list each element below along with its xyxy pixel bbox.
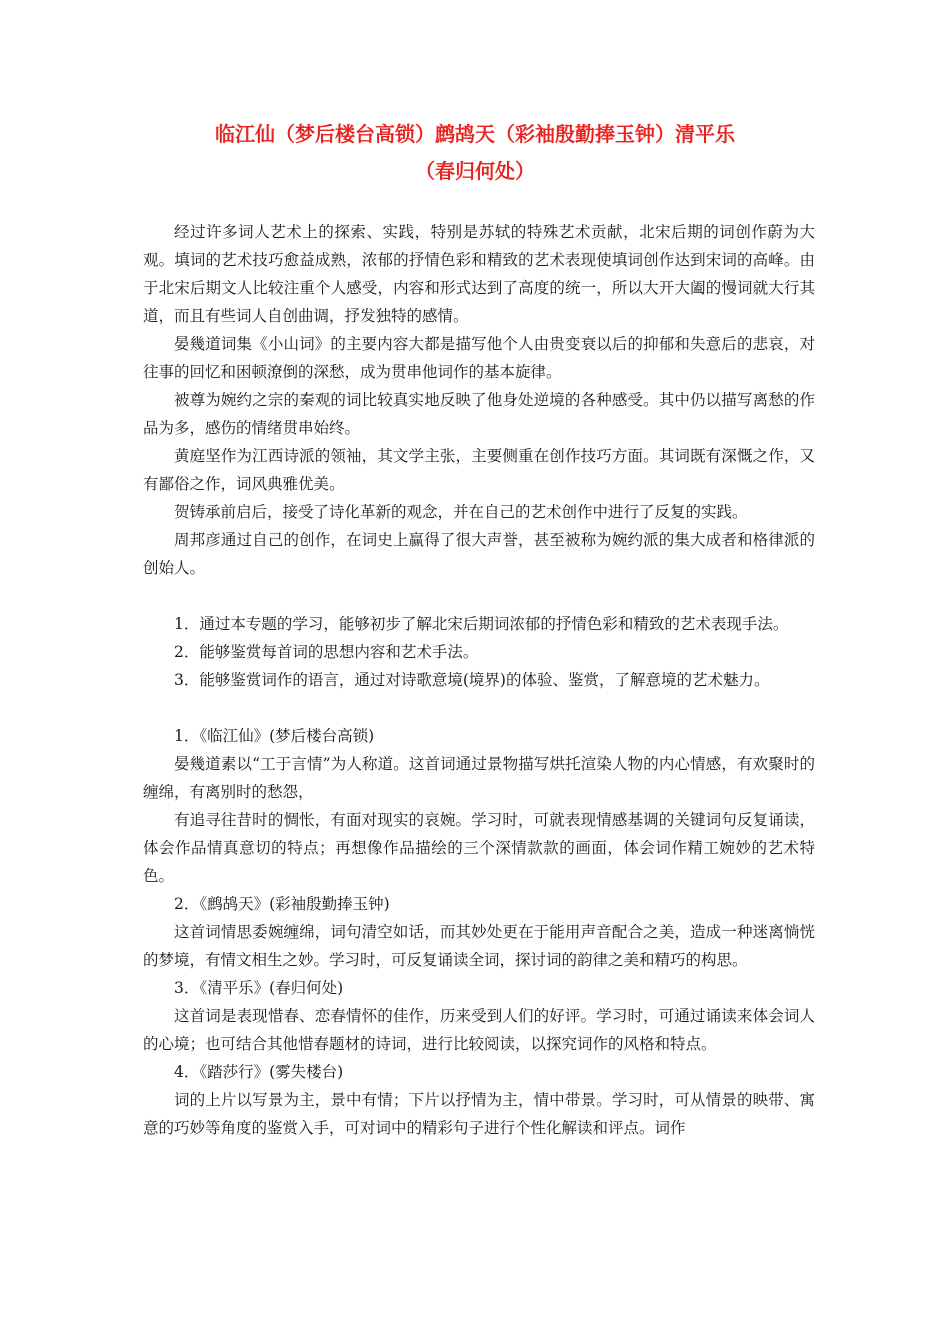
guide-text-1b: 有追寻往昔时的惆怅，有面对现实的哀婉。学习时，可就表现情感基调的关键词句反复诵读，体会作品情真意切的特点；再想像作品描绘的三个深情款款的画面，体会词作精工婉妙的艺术特色。 <box>143 811 815 885</box>
intro-paragraph-3: 被尊为婉约之宗的秦观的词比较真实地反映了他身处逆境的各种感受。其中仍以描写离愁的作品为多，感伤的情绪贯串始终。 <box>143 391 815 437</box>
guide-text-1a: 晏幾道素以“工于言情”为人称道。这首词通过景物描写烘托渲染人物的内心情感，有欢聚时的缠绵，有离别时的愁怨， <box>143 755 815 801</box>
title-line-1: 临江仙（梦后楼台高锁）鹧鸪天（彩袖殷勤捧玉钟）清平乐 <box>215 122 735 146</box>
guide-heading-1: 1．《临江仙》(梦后楼台高锁) <box>174 727 375 745</box>
guide-heading-2: 2．《鹧鸪天》(彩袖殷勤捧玉钟) <box>174 895 390 913</box>
intro-paragraph-4: 黄庭坚作为江西诗派的领袖，其文学主张，主要侧重在创作技巧方面。其词既有深慨之作，又有鄙俗之作，词风典雅优美。 <box>143 447 815 493</box>
document-body <box>143 218 815 1142</box>
guide-text-2: 这首词情思委婉缠绵，词句清空如话，而其妙处更在于能用声音配合之美，造成一种迷离惝恍的梦境，有情文相生之妙。学习时，可反复诵读全词，探讨词的韵律之美和精巧的构思。 <box>143 923 815 969</box>
goal-item-3: 3．能够鉴赏词作的语言，通过对诗歌意境(境界)的体验、鉴赏，了解意境的艺术魅力。 <box>174 671 770 689</box>
goal-item-2: 2．能够鉴赏每首词的思想内容和艺术手法。 <box>174 643 479 661</box>
goal-item-1: 1．通过本专题的学习，能够初步了解北宋后期词浓郁的抒情色彩和精致的艺术表现手法。 <box>174 615 789 633</box>
title-line-2: （春归何处） <box>415 159 535 183</box>
guide-text-3: 这首词是表现惜春、恋春情怀的佳作，历来受到人们的好评。学习时，可通过诵读来体会词人的心境；也可结合其他惜春题材的诗词，进行比较阅读，以探究词作的风格和特点。 <box>143 1007 815 1053</box>
intro-paragraph-2: 晏幾道词集《小山词》的主要内容大都是描写他个人由贵变衰以后的抑郁和失意后的悲哀，对往事的回忆和困顿潦倒的深愁，成为贯串他词作的基本旋律。 <box>143 335 815 381</box>
intro-paragraph-5: 贺铸承前启后，接受了诗化革新的观念，并在自己的艺术创作中进行了反复的实践。 <box>174 503 748 521</box>
intro-paragraph-1: 经过许多词人艺术上的探索、实践，特别是苏轼的特殊艺术贡献，北宋后期的词创作蔚为大观。填词的艺术技巧愈益成熟，浓郁的抒情色彩和精致的艺术表现使填词创作达到宋词的高峰。由于北宋后期文人比较注重个人感受，内容和形式达到了高度的统一，所以大开大阖的慢词就大行其道，而且有些词人自创曲调，抒发独特的感情。 <box>143 223 815 325</box>
guide-heading-3: 3．《清平乐》(春归何处) <box>174 979 344 997</box>
guide-text-4: 词的上片以写景为主，景中有情；下片以抒情为主，情中带景。学习时，可从情景的映带、寓意的巧妙等角度的鉴赏入手，可对词中的精彩句子进行个性化解读和评点。词作 <box>143 1091 815 1137</box>
guide-heading-4: 4．《踏莎行》(雾失楼台) <box>174 1063 344 1081</box>
intro-paragraph-6: 周邦彦通过自己的创作，在词史上赢得了很大声誉，甚至被称为婉约派的集大成者和格律派的创始人。 <box>143 531 815 577</box>
